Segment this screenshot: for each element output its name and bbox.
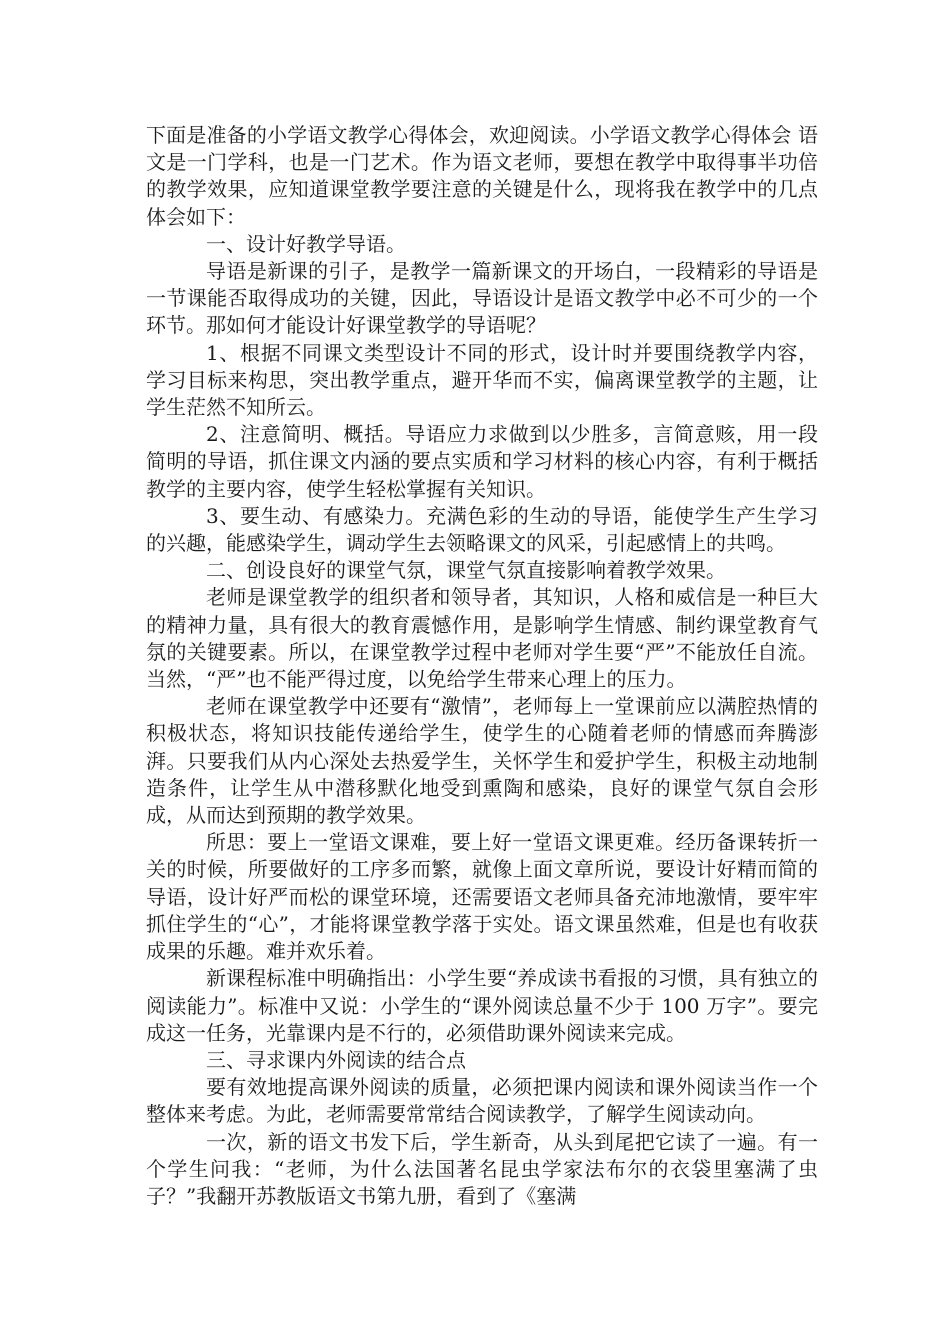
body-paragraph: 要有效地提高课外阅读的质量，必须把课内阅读和课外阅读当作一个整体来考虑。为此，老师需要常常结合阅读教学，了解学生阅读动向。 xyxy=(146,1075,818,1127)
body-paragraph: 老师是课堂教学的组织者和领导者，其知识，人格和威信是一种巨大的精神力量，具有很大的教育震憾作用，是影响学生情感、制约课堂教育气氛的关键要素。所以，在课堂教学过程中老师对学生要“严”不能放任自流。当然，“严”也不能严得过度，以免给学生带来心理上的压力。 xyxy=(146,585,818,692)
body-paragraph: 老师在课堂教学中还要有“激情”，老师每上一堂课前应以满腔热情的积极状态，将知识技能传递给学生，使学生的心随着老师的情感而奔腾澎湃。只要我们从内心深处去热爱学生，关怀学生和爱护学生，积极主动地制造条件，让学生从中潜移默化地受到熏陶和感染，良好的课堂气氛自会形成，从而达到预期的教学效果。 xyxy=(146,694,818,828)
intro-paragraph: 下面是准备的小学语文教学心得体会，欢迎阅读。小学语文教学心得体会 语文是一门学科，也是一门艺术。作为语文老师，要想在教学中取得事半功倍的教学效果，应知道课堂教学要注意的关键是什么，现将我在教学中的几点体会如下： xyxy=(146,123,818,229)
body-paragraph: 新课程标准中明确指出：小学生要“养成读书看报的习惯，具有独立的阅读能力”。标准中又说：小学生的“课外阅读总量不少于 100 万字”。要完成这一任务，光靠课内是不行的，必须借助课外阅读来完成。 xyxy=(146,966,818,1045)
section-heading-3: 三、寻求课内外阅读的结合点 xyxy=(206,1047,466,1072)
section-heading-2: 二、创设良好的课堂气氛，课堂气氛直接影响着教学效果。 xyxy=(206,558,726,583)
body-paragraph: 导语是新课的引子，是教学一篇新课文的开场白，一段精彩的导语是一节课能否取得成功的关键，因此，导语设计是语文教学中必不可少的一个环节。那如何才能设计好课堂教学的导语呢？ xyxy=(146,259,818,338)
body-paragraph: 一次，新的语文书发下后，学生新奇，从头到尾把它读了一遍。有一个学生问我：“老师，为什么法国著名昆虫学家法布尔的衣袋里塞满了虫子？”我翻开苏教版语文书第九册，看到了《塞满 xyxy=(146,1129,818,1208)
section-heading-1: 一、设计好教学导语。 xyxy=(206,231,406,256)
reflection-paragraph: 所思：要上一堂语文课难，要上好一堂语文课更难。经历备课转折一关的时候，所要做好的工序多而繁，就像上面文章所说，要设计好精而简的导语，设计好严而松的课堂环境，还需要语文老师具备充沛地激情，要牢牢抓住学生的“心”，才能将课堂教学落于实处。语文课虽然难，但是也有收获成果的乐趣。难并欢乐着。 xyxy=(146,830,818,964)
list-item-1: 1、根据不同课文类型设计不同的形式，设计时并要围绕教学内容，学习目标来构思，突出教学重点，避开华而不实，偏离课堂教学的主题，让学生茫然不知所云。 xyxy=(146,340,818,420)
list-item-2: 2、注意简明、概括。导语应力求做到以少胜多，言简意赅，用一段简明的导语，抓住课文内涵的要点实质和学习材料的核心内容，有利于概括教学的主要内容，使学生轻松掌握有关知识。 xyxy=(146,422,818,501)
document-body xyxy=(146,122,818,1210)
list-item-3: 3、要生动、有感染力。充满色彩的生动的导语，能使学生产生学习的兴趣，能感染学生，调动学生去领略课文的风采，引起感情上的共鸣。 xyxy=(146,503,818,556)
